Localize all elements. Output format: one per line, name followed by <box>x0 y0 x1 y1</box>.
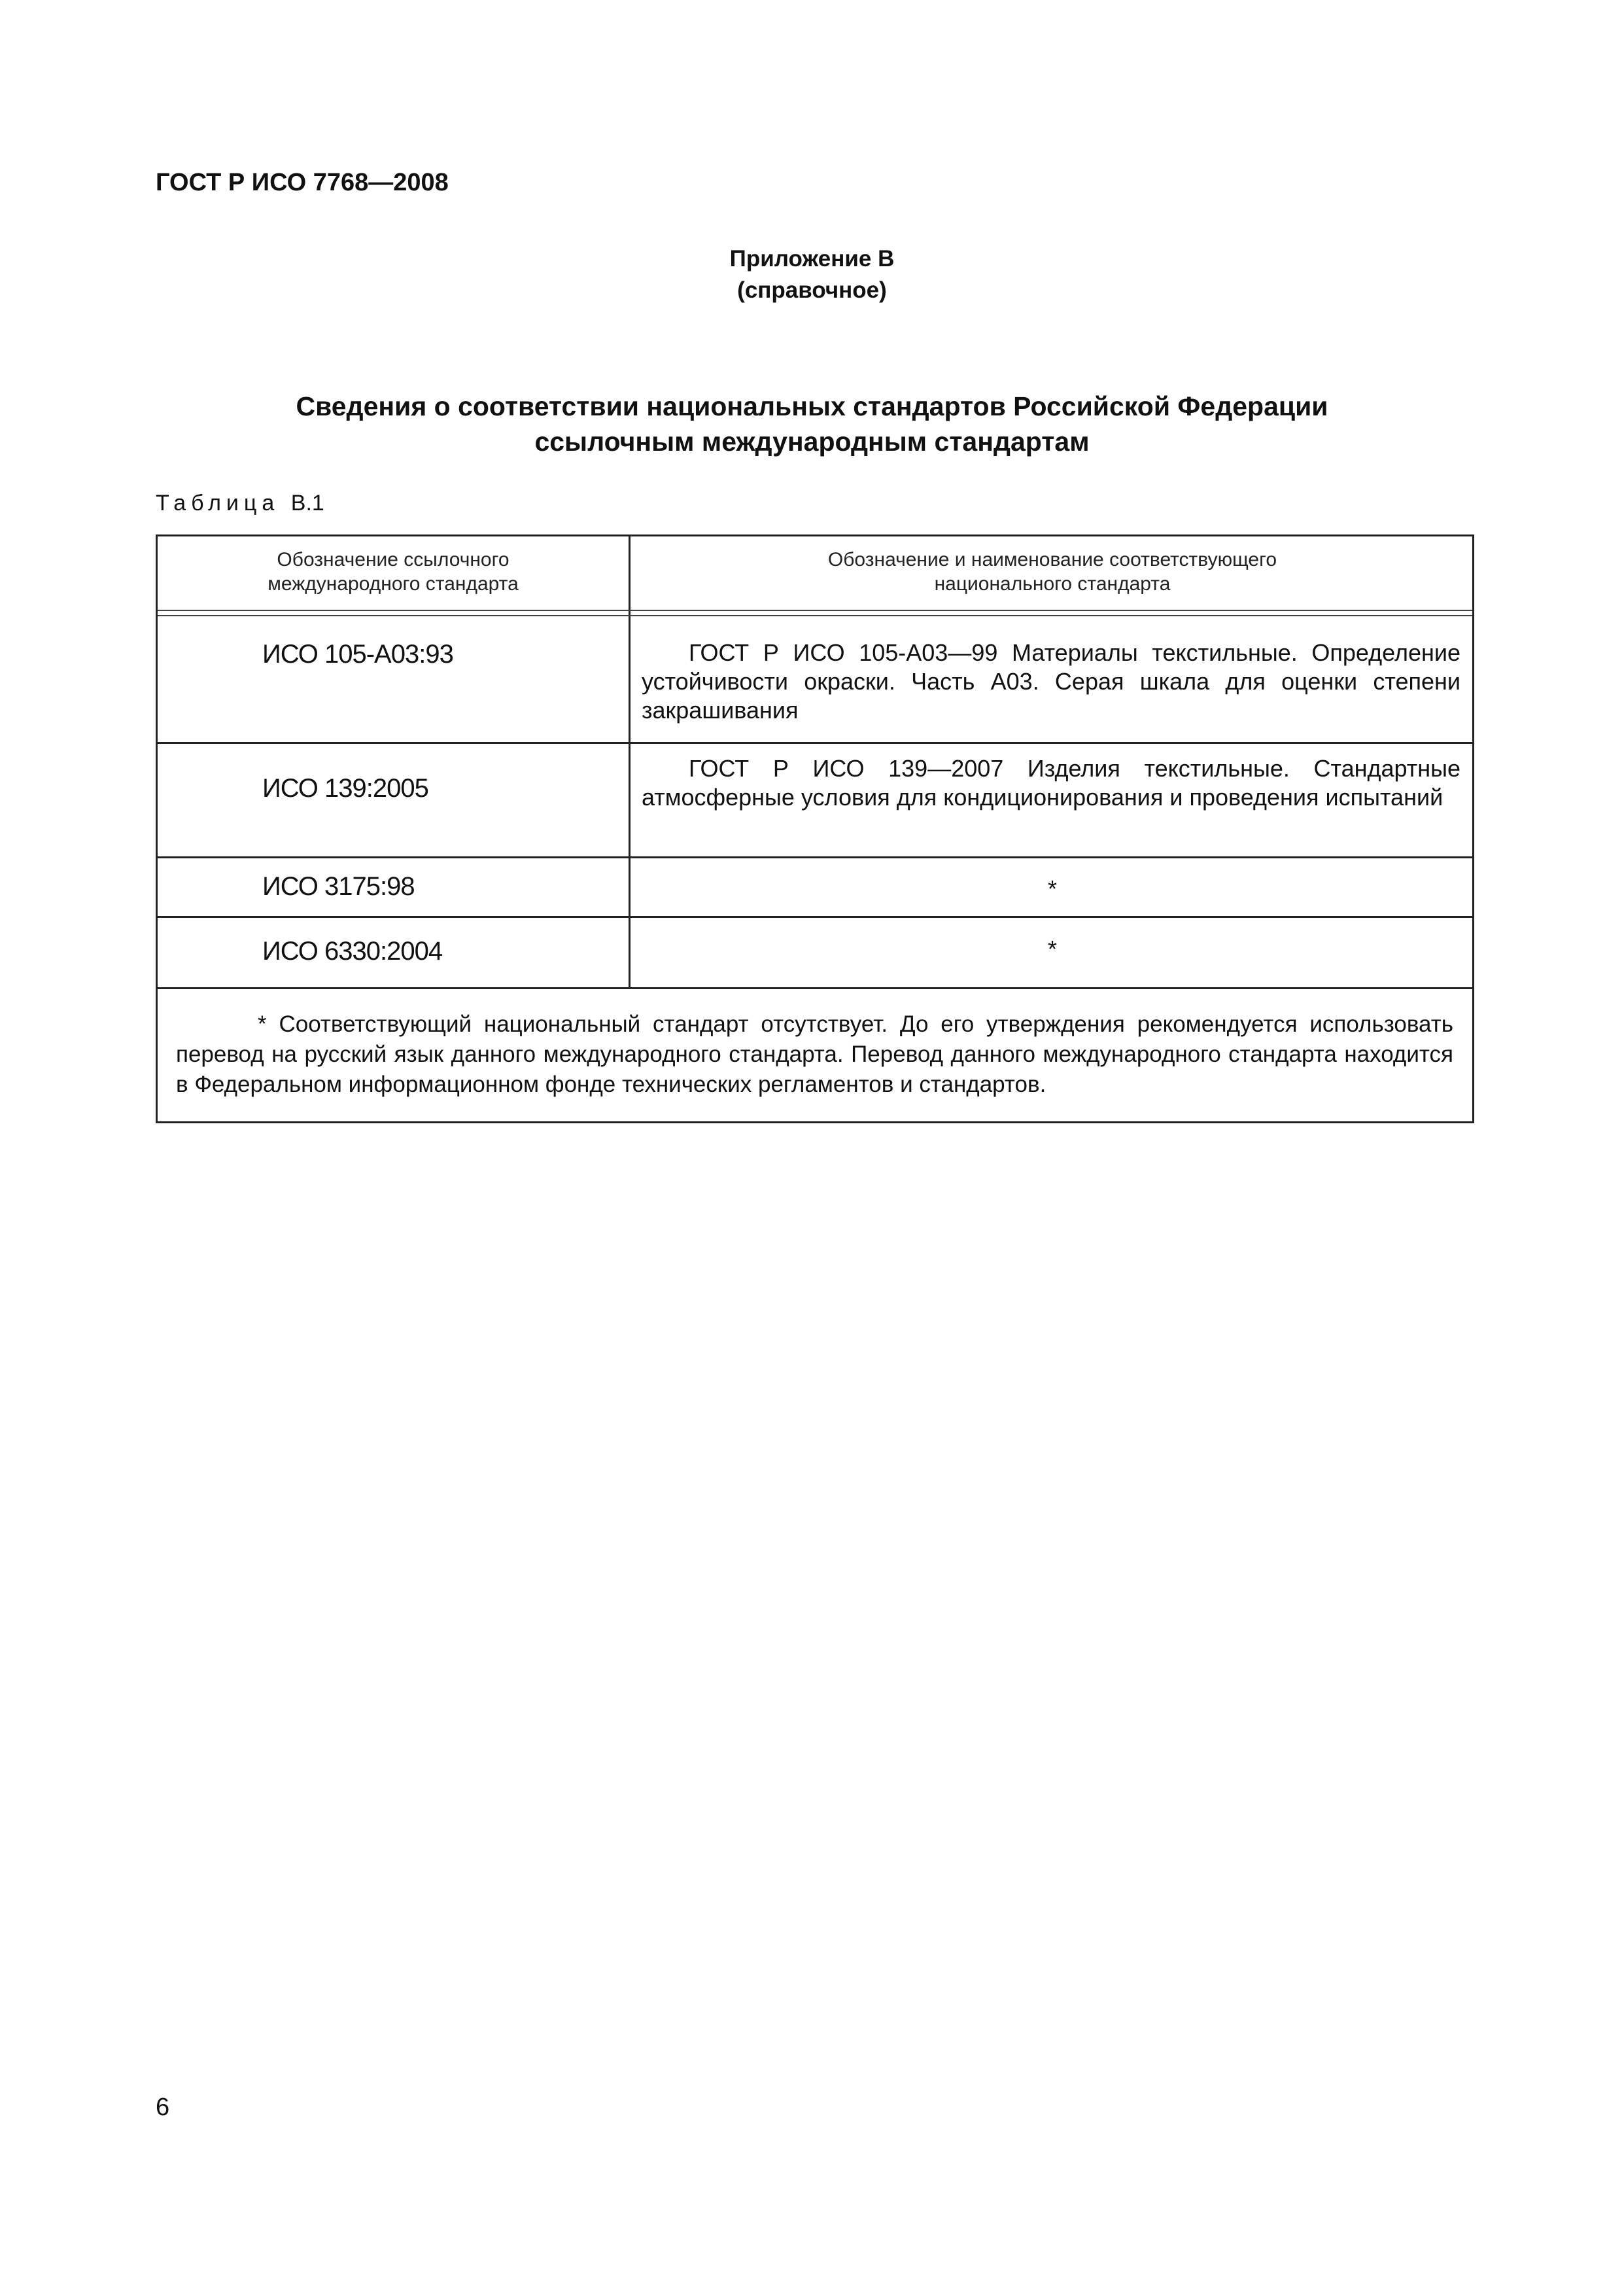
table-row-3-national: * <box>1047 875 1057 902</box>
table-row-1-code: ИСО 105-А03:93 <box>262 640 453 669</box>
appendix-title: Приложение В <box>729 246 895 272</box>
national-text: ГОСТ Р ИСО 139—2007 Изделия текстильные. Стандартные атмосферные условия для кондиционирования и проведения испытаний <box>642 755 1460 811</box>
column-header-line: Обозначение и наименование соответствующего <box>827 549 1277 570</box>
column-header-line: национального стандарта <box>934 573 1171 595</box>
heading-line-2: ссылочным международным стандартам <box>534 427 1090 457</box>
row-divider <box>158 742 1472 744</box>
table-row-2-national <box>642 754 1460 812</box>
column-header-international <box>158 548 629 596</box>
page-number: 6 <box>156 2094 170 2121</box>
row-divider <box>158 856 1472 858</box>
national-text: ГОСТ Р ИСО 105-А03—99 Материалы текстильные. Определение устойчивости окраски. Часть А03. Серая шкала для оценки степени закрашивания <box>642 639 1460 724</box>
header-divider-2 <box>158 615 1472 616</box>
table-label-number: В.1 <box>290 491 324 516</box>
document-id: ГОСТ Р ИСО 7768—2008 <box>156 169 449 196</box>
table-footnote <box>176 1009 1453 1100</box>
column-header-line: Обозначение ссылочного <box>277 549 510 570</box>
table-row-4-code: ИСО 6330:2004 <box>262 937 443 966</box>
row-divider <box>158 916 1472 918</box>
heading-line-1: Сведения о соответствии национальных стандартов Российской Федерации <box>296 391 1328 421</box>
column-header-line: международного стандарта <box>268 573 519 595</box>
table-label <box>156 491 324 516</box>
table-row-3-code: ИСО 3175:98 <box>262 872 415 901</box>
appendix-subtitle: (справочное) <box>737 277 887 303</box>
table-label-word: Таблица <box>156 491 280 516</box>
section-heading <box>0 389 1624 459</box>
correspondence-table <box>156 534 1474 1123</box>
table-row-2-code: ИСО 139:2005 <box>262 774 428 803</box>
column-header-national <box>631 548 1474 596</box>
footnote-text: * Соответствующий национальный стандарт отсутствует. До его утверждения рекомендуется использовать перевод на русский язык данного международного стандарта. Перевод данного международного стандарта находится в Федеральном информационном фонде технических регламентов и стандартов. <box>176 1011 1453 1097</box>
table-row-4-national: * <box>1047 936 1057 962</box>
column-divider <box>629 536 631 988</box>
table-row-1-national <box>642 639 1460 725</box>
row-divider <box>158 987 1472 989</box>
header-divider-1 <box>158 610 1472 611</box>
